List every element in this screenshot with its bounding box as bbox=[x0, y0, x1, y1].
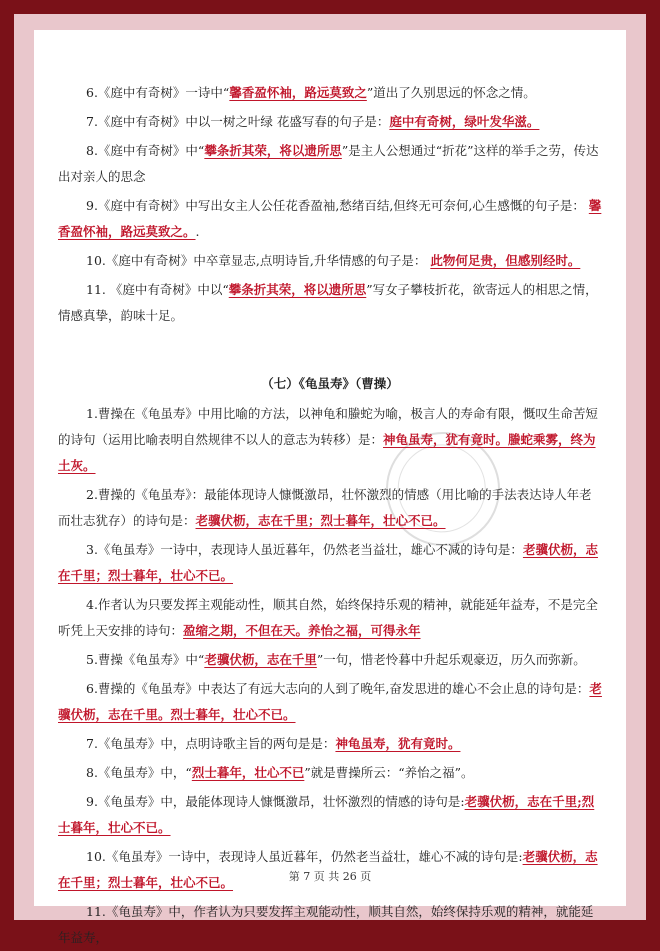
answer-text: 神龟虽寿，犹有竟时。 bbox=[335, 736, 461, 751]
question-text: 2.曹操的《龟虽寿》：最能体现诗人慷慨激昂，壮怀激烈的情感（用比喻的手法表达诗人年老而壮志犹存）的诗句是： bbox=[58, 487, 592, 528]
answer-text: 神龟虽寿，犹有竟时。螣蛇乘雾，终为土灰。 bbox=[58, 432, 596, 473]
answer-text: 馨香盈怀袖，路远莫致之。 bbox=[58, 198, 602, 239]
question-text: 7.《龟虽寿》中，点明诗歌主旨的两句是是： bbox=[86, 736, 336, 751]
section-heading: （七）《龟虽寿》（曹操） bbox=[261, 376, 399, 391]
question-item bbox=[58, 537, 602, 589]
question-text: ”一句，惜老怜暮中升起乐观豪迈，历久而弥新。 bbox=[316, 652, 586, 667]
question-item bbox=[58, 482, 602, 534]
answer-text: 老骥伏枥，志在千里。烈士暮年，壮心不已。 bbox=[58, 681, 602, 722]
question-item bbox=[58, 277, 602, 329]
answer-text: 攀条折其荣，将以遗所思 bbox=[228, 282, 367, 297]
answer-text: 馨香盈怀袖，路远莫致之 bbox=[229, 85, 367, 100]
question-text: 8.《龟虽寿》中，“ bbox=[86, 765, 192, 780]
question-item bbox=[58, 647, 602, 673]
question-text: 4.作者认为只要发挥主观能动性，顺其自然，始终保持乐观的精神，就能延年益寿，不是完全听凭上天安排的诗句： bbox=[58, 597, 598, 638]
question-list-top bbox=[58, 80, 602, 329]
question-item bbox=[58, 789, 602, 841]
question-item bbox=[58, 109, 602, 135]
answer-text: 老骥伏枥，志在千里;烈士暮年，壮心不已。 bbox=[58, 794, 595, 835]
document-page bbox=[34, 30, 626, 945]
question-text: ”就是曹操所云：“养怡之福”。 bbox=[304, 765, 474, 780]
answer-text: 老骥伏枥，志在千里；烈士暮年，壮心不已。 bbox=[58, 542, 598, 583]
question-item bbox=[58, 899, 602, 951]
question-text: ”道出了久别思远的怀念之情。 bbox=[366, 85, 536, 100]
question-text: 8.《庭中有奇树》中“ bbox=[86, 143, 205, 158]
answer-text: 庭中有奇树，绿叶发华滋。 bbox=[389, 114, 540, 129]
question-text: 6.曹操的《龟虽寿》中表达了有远大志向的人到了晚年,奋发思进的雄心不会止息的诗句是： bbox=[86, 681, 590, 696]
question-item bbox=[58, 80, 602, 106]
answer-text: 攀条折其荣，将以遗所思 bbox=[204, 143, 342, 158]
question-text: 6.《庭中有奇树》一诗中“ bbox=[86, 85, 230, 100]
question-text: 3.《龟虽寿》一诗中，表现诗人虽近暮年，仍然老当益壮，雄心不减的诗句是： bbox=[86, 542, 523, 557]
question-item bbox=[58, 592, 602, 644]
question-text: 9.《龟虽寿》中，最能体现诗人慷慨激昂，壮怀激烈的情感的诗句是: bbox=[86, 794, 465, 809]
question-text: 11.《龟虽寿》中，作者认为只要发挥主观能动性，顺其自然，始终保持乐观的精神，就能延年益寿， bbox=[58, 904, 594, 945]
question-item bbox=[58, 760, 602, 786]
answer-text: 此物何足贵，但感别经时。 bbox=[430, 253, 581, 268]
question-text: ”写女子攀枝折花，欲寄远人的相思之情，情感真挚，韵味十足。 bbox=[58, 282, 598, 323]
answer-text: 老骥伏枥，志在千里；烈士暮年，壮心不已。 bbox=[195, 513, 446, 528]
question-item bbox=[58, 193, 602, 245]
question-item bbox=[58, 731, 602, 757]
question-text: 1.曹操在《龟虽寿》中用比喻的方法，以神龟和螣蛇为喻，极言人的寿命有限，慨叹生命苦短的诗句（运用比喻表明自然规律不以人的意志为转移）是： bbox=[58, 406, 598, 447]
answer-text: 烈士暮年，壮心不已 bbox=[191, 765, 305, 780]
question-text: 11. 《庭中有奇树》中以“ bbox=[86, 282, 229, 297]
page-footer: 第 7 页 共 26 页 bbox=[288, 870, 372, 883]
answer-text: 老骥伏枥，志在千里 bbox=[204, 652, 317, 667]
question-item bbox=[58, 401, 602, 479]
question-text: 9.《庭中有奇树》中写出女主人公任花香盈袖,愁绪百结,但终无可奈何,心生感慨的句子是： bbox=[86, 198, 589, 213]
document-content bbox=[58, 80, 602, 951]
question-text: 5.曹操《龟虽寿》中“ bbox=[86, 652, 205, 667]
question-text: 10.《龟虽寿》一诗中，表现诗人虽近暮年，仍然老当益壮，雄心不减的诗句是: bbox=[86, 849, 523, 864]
question-text: . bbox=[195, 224, 200, 239]
question-text: ”是主人公想通过“折花”这样的举手之劳，传达出对亲人的思念 bbox=[58, 143, 599, 184]
answer-text: 盈缩之期，不但在天。养怡之福，可得永年 bbox=[183, 623, 421, 638]
answer-text: 老骥伏枥，志在千里；烈士暮年，壮心不已。 bbox=[58, 849, 598, 890]
question-item bbox=[58, 676, 602, 728]
question-text: 10.《庭中有奇树》中卒章显志,点明诗旨,升华情感的句子是： bbox=[86, 253, 431, 268]
question-item bbox=[58, 248, 602, 274]
question-text: 7.《庭中有奇树》中以一树之叶绿 花盛写春的句子是： bbox=[86, 114, 390, 129]
question-item bbox=[58, 138, 602, 190]
